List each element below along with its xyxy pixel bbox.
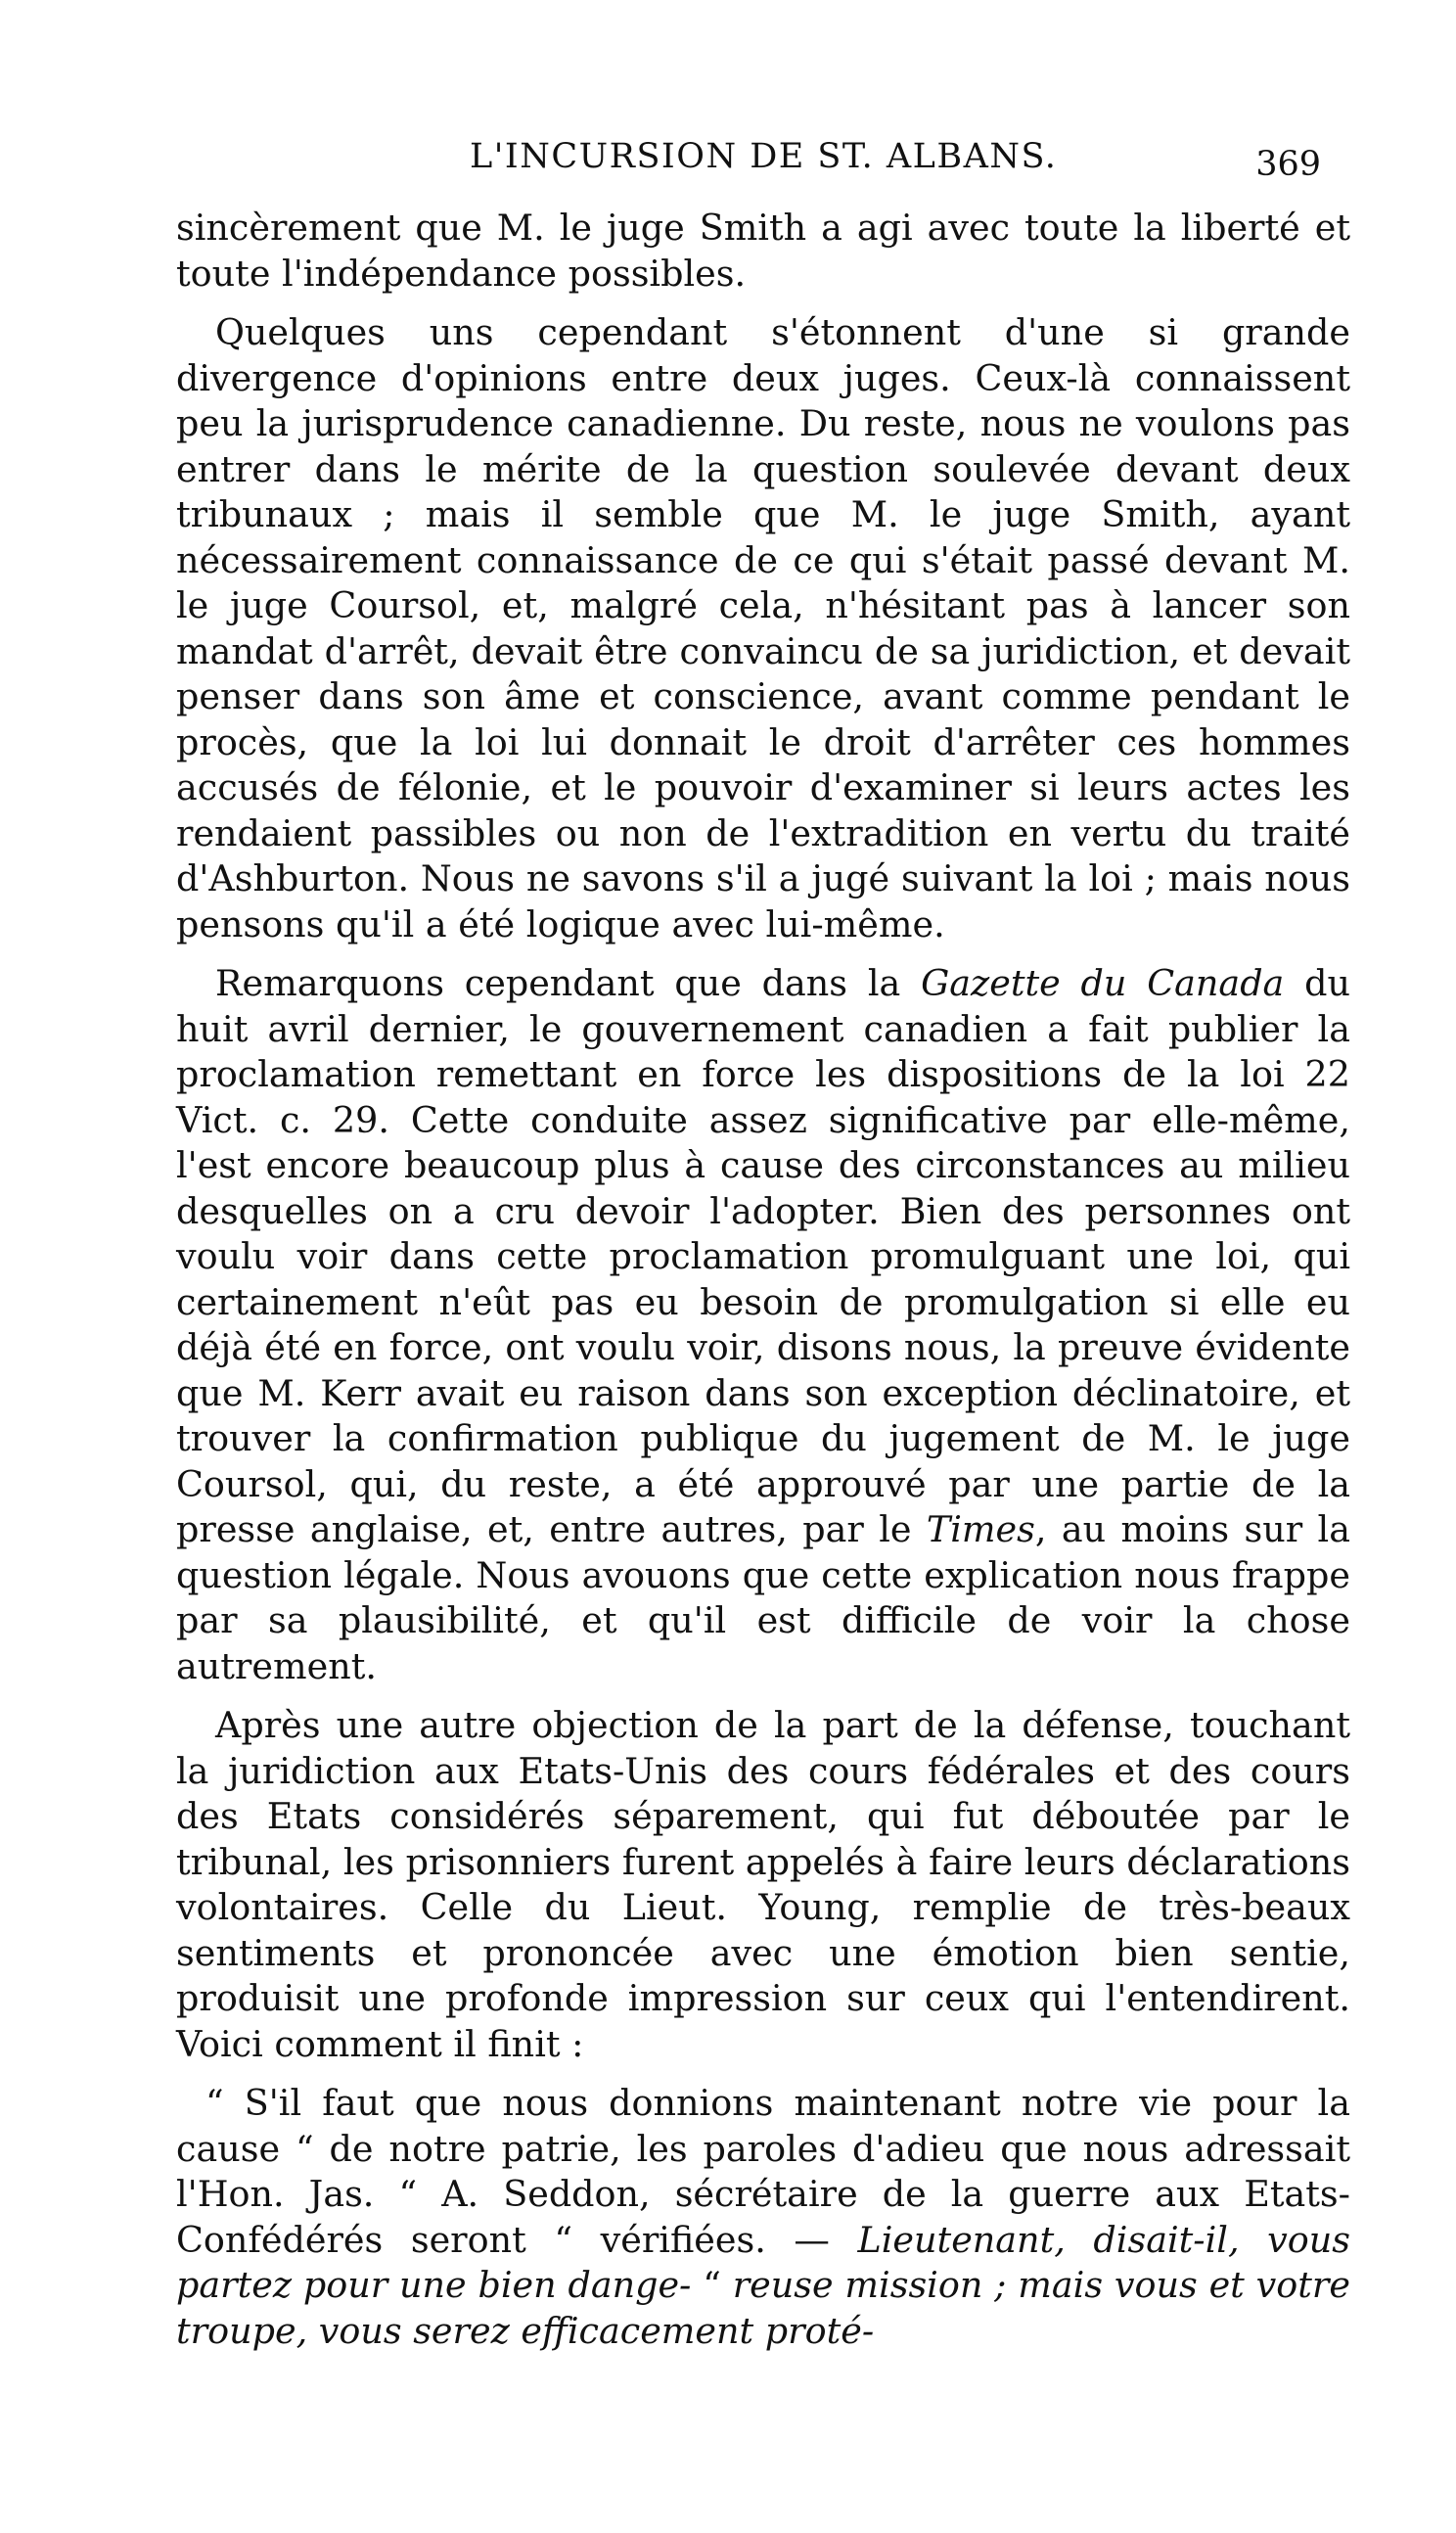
gazette-du-canada-title: Gazette du Canada [921, 962, 1285, 1004]
paragraph-2 [176, 310, 1350, 947]
paragraph-1 [176, 206, 1350, 297]
quotation-italic-b: reuse mission ; mais vous et votre troupe, vous serez efficacement proté- [176, 2264, 1350, 2352]
paragraph-3-text-a: Remarquons cependant que dans la [215, 962, 922, 1004]
page-number: 369 [1255, 145, 1321, 184]
paragraph-2-text: Quelques uns cependant s'étonnent d'une si grande divergence d'opinions entre deux juges. Ceux-là connaissent peu la jurisprudence canadienne. Du reste, nous ne voulons pas entrer dans le mérite de la question soulevée devant deux tribunaux ; mais il semble que M. le juge Smith, ayant nécessairement connaissance de ce qui s'était passé devant M. le juge Coursol, et, malgré cela, n'hésitant pas à lancer son mandat d'arrêt, devait être convaincu de sa juridiction, et devait penser dans son âme et conscience, avant comme pendant le procès, que la loi lui donnait le droit d'arrêter ces hommes accusés de félonie, et le pouvoir d'examiner si leurs actes les rendaient passibles ou non de l'extradition en vertu du traité d'Ashburton. Nous ne savons s'il a jugé suivant la loi ; mais nous pensons qu'il a été logique avec lui-même. [176, 311, 1350, 945]
quotation-mark: “ [691, 2264, 733, 2306]
paragraph-3 [176, 961, 1350, 1689]
paragraph-1-text: sincèrement que M. le juge Smith a agi avec toute la liberté et toute l'indépendance possibles. [176, 207, 1350, 295]
body-text [176, 206, 1350, 2354]
running-title: L'INCURSION DE ST. ALBANS. [470, 137, 1058, 176]
running-head [176, 127, 1350, 196]
quotation-text-a: “ S'il faut que nous donnions maintenant notre vie pour la cause “ de notre patrie, les paroles d'adieu que nous adressait l'Hon. Jas. “ A. Seddon, sécrétaire de la guerre aux Etats-Confédérés seront “ vérifiées. — [176, 2082, 1350, 2261]
times-title: Times [926, 1508, 1035, 1550]
book-page [176, 127, 1350, 2368]
paragraph-4-text: Après une autre objection de la part de la défense, touchant la juridiction aux Etats-Unis des cours fédérales et des cours des Etats considérés séparement, qui fut déboutée par le tribunal, les prisonniers furent appelés à faire leurs déclarations volontaires. Celle du Lieut. Young, remplie de très-beaux sentiments et prononcée avec une émotion bien sentie, produisit une profonde impression sur ceux qui l'entendirent. Voici comment il finit : [176, 1704, 1350, 2065]
paragraph-3-text-c: , au moins sur la question légale. Nous avouons que cette explication nous frappe par sa plausibilité, et qu'il est difficile de voir la chose autrement. [176, 1508, 1350, 1687]
paragraph-4 [176, 1703, 1350, 2067]
paragraph-5-quotation [176, 2081, 1350, 2354]
quotation-italic-a: Lieutenant, disait-il, vous partez pour une bien dange- [176, 2218, 1350, 2306]
paragraph-3-text-b: du huit avril dernier, le gouvernement canadien a fait publier la proclamation remettant en force les dispositions de la loi 22 Vict. c. 29. Cette conduite assez significative par elle-même, l'est encore beaucoup plus à cause des circonstances au milieu desquelles on a cru devoir l'adopter. Bien des personnes ont voulu voir dans cette proclamation promulguant une loi, qui certainement n'eût pas eu besoin de promulgation si elle eu déjà été en force, ont voulu voir, disons nous, la preuve évidente que M. Kerr avait eu raison dans son exception déclinatoire, et trouver la confirmation publique du jugement de M. le juge Coursol, qui, du reste, a été approuvé par une partie de la presse anglaise, et, entre autres, par le [176, 962, 1350, 1550]
